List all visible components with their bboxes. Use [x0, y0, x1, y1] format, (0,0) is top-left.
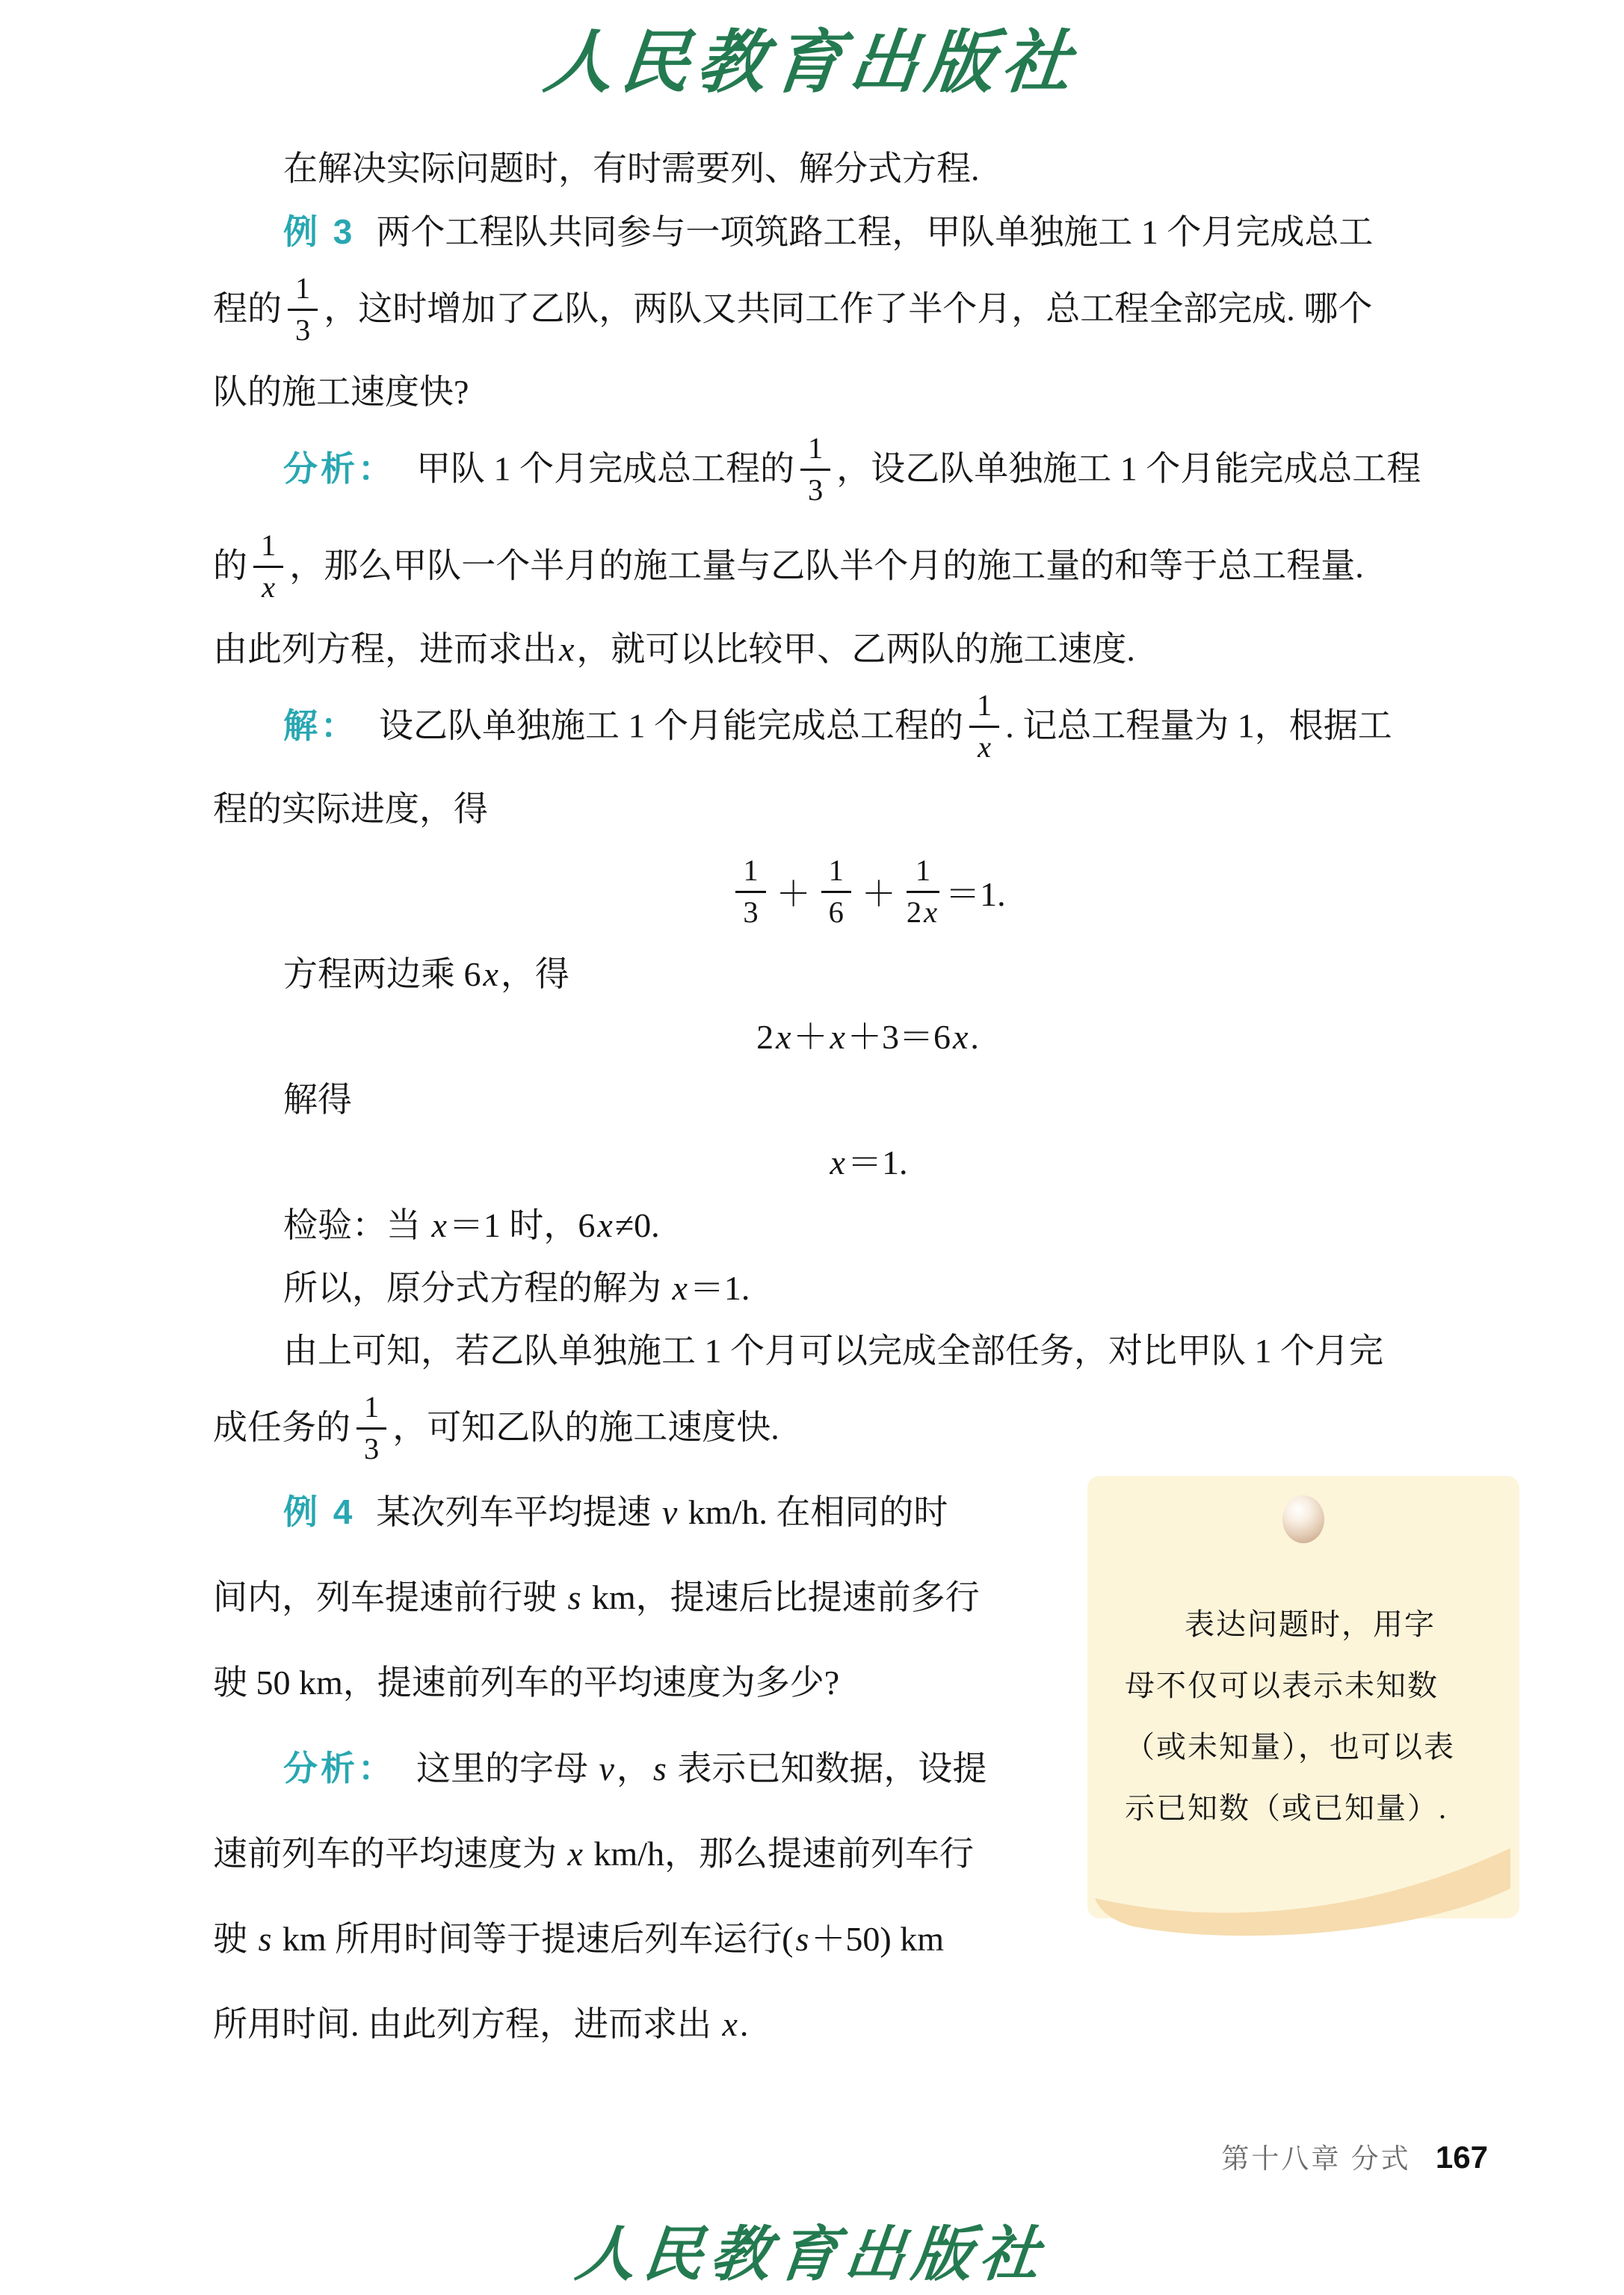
analysis3-text2a: 的 [213, 546, 247, 585]
example4-line1 [213, 1489, 1056, 1535]
equation-expanded-line [213, 1015, 1522, 1060]
fraction-numerator: 1 [800, 431, 830, 471]
conclusion-line1 [213, 1266, 1522, 1311]
solution3-text1b: . 记总工程量为 1，根据工 [1005, 706, 1392, 745]
fraction-one-third [356, 1390, 386, 1466]
fraction-denominator: 2x [906, 895, 938, 929]
fraction-one-over-2x [907, 853, 939, 930]
analysis4-text2: 速前列车的平均速度为 x km/h，那么提速前列车行 [213, 1834, 974, 1873]
example3-text1: 两个工程队共同参与一项筑路工程，甲队单独施工 1 个月完成总工 [376, 213, 1374, 251]
intro-paragraph [213, 146, 1522, 191]
fraction-numerator: 1 [907, 853, 939, 893]
analysis4-line4 [213, 2002, 1056, 2047]
publisher-logo-bottom: 人民教育出版社 [572, 2223, 1051, 2288]
example4-text2: 间内，列车提速前行驶 s km，提速后比提速前多行 [213, 1578, 980, 1616]
verification-line [213, 1203, 1522, 1248]
analysis4-text4: 所用时间. 由此列方程，进而求出 x. [213, 2004, 749, 2043]
note-fold-corner [1087, 1827, 1519, 1939]
fraction-one-third [288, 271, 318, 348]
fraction-denominator: 6 [828, 895, 844, 929]
analysis4-text3: 驶 s km 所用时间等于提速后列车运行(s＋50) km [213, 1919, 945, 1958]
analysis3-line2 [213, 530, 1522, 609]
fraction-numerator: 1 [288, 271, 318, 311]
fraction-one-over-x [969, 688, 999, 765]
fraction-denominator: 3 [808, 472, 824, 507]
equation-result-line [213, 1140, 1522, 1185]
fraction-one-sixth [821, 853, 851, 930]
analysis3-text1a: 甲队 1 个月完成总工程的 [416, 449, 794, 488]
example4-line3 [213, 1661, 1056, 1705]
page-content [213, 146, 1522, 2087]
solution3-text3: 方程两边乘 6x，得 [283, 955, 569, 994]
conclusion-text2: 由上可知，若乙队单独施工 1 个月可以完成全部任务，对比甲队 1 个月完 [283, 1332, 1383, 1371]
publisher-logo-top: 人民教育出版社 [540, 25, 1083, 101]
verification-text: 检验：当 x＝1 时，6x≠0. [283, 1206, 660, 1245]
example4-label: 例 4 [283, 1492, 356, 1531]
example3-text3: 队的施工速度快? [213, 373, 469, 412]
intro-text: 在解决实际问题时，有时需要列、解分式方程. [283, 149, 980, 188]
analysis3-text1b: ，设乙队单独施工 1 个月能完成总工程 [836, 449, 1421, 488]
plus-operator: ＋ [776, 875, 811, 914]
solution3-text4: 解得 [283, 1081, 352, 1119]
solution3-line1 [213, 690, 1522, 769]
fraction-numerator: 1 [969, 688, 999, 728]
conclusion-text1: 所以，原分式方程的解为 x＝1. [283, 1269, 750, 1308]
margin-note-text [1087, 1476, 1519, 1839]
footer-page-number: 167 [1435, 2140, 1488, 2175]
conclusion-line2 [213, 1329, 1522, 1374]
example3-line3 [213, 370, 1522, 415]
example4-text1: 某次列车平均提速 v km/h. 在相同的时 [376, 1492, 948, 1531]
analysis4-line1 [213, 1746, 1056, 1791]
margin-note [1087, 1476, 1519, 1918]
fraction-denominator: 3 [295, 312, 311, 347]
example4-note-column [1087, 1489, 1521, 2087]
fraction-numerator: 1 [253, 528, 283, 568]
example3-line2 [213, 273, 1522, 352]
example3-text2a: 程的 [213, 289, 282, 328]
analysis3-text2b: ，那么甲队一个半月的施工量与乙队半个月的施工量的和等于总工程量. [289, 546, 1364, 585]
fraction-numerator: 1 [356, 1390, 386, 1430]
equation-sum-line [213, 850, 1522, 934]
plus-operator: ＋ [861, 875, 896, 914]
analysis4-label: 分析： [283, 1748, 395, 1788]
fraction-numerator: 1 [735, 853, 765, 893]
analysis3-line1 [213, 433, 1522, 512]
page-footer [1221, 2136, 1488, 2176]
fraction-denominator: x [262, 569, 276, 604]
footer-chapter: 第十八章 [1221, 2143, 1342, 2174]
analysis4-line2 [213, 1832, 1056, 1877]
example4-line2 [213, 1575, 1056, 1620]
fraction-numerator: 1 [821, 853, 851, 893]
conclusion-text3a: 成任务的 [213, 1409, 351, 1448]
note-line: （或未知量），也可以表 [1125, 1729, 1455, 1764]
solution3-line3 [213, 952, 1522, 997]
fraction-one-third [735, 853, 765, 930]
note-line: 母不仅可以表示未知数 [1125, 1668, 1439, 1702]
fraction-denominator: x [978, 729, 992, 764]
fraction-one-over-x [253, 528, 283, 605]
conclusion-text3b: ，可知乙队的施工速度快. [392, 1409, 779, 1448]
example4-text-column [213, 1489, 1056, 2087]
equation-sum [729, 855, 1005, 934]
note-line: 示已知数（或已知量）. [1125, 1791, 1448, 1825]
solution3-text1a: 设乙队单独施工 1 个月能完成总工程的 [379, 706, 963, 745]
solution3-line2 [213, 787, 1522, 832]
analysis4-line3 [213, 1917, 1056, 1962]
solution3-line4 [213, 1078, 1522, 1122]
analysis4-text1: 这里的字母 v，s 表示已知数据，设提 [416, 1749, 987, 1788]
fraction-one-third [800, 431, 830, 507]
equation-expanded: 2x＋x＋3＝6x. [756, 1018, 979, 1057]
example3-label: 例 3 [283, 212, 356, 251]
example4-text3: 驶 50 km，提速前列车的平均速度为多少? [213, 1663, 840, 1702]
note-line: 表达问题时，用字 [1185, 1607, 1436, 1641]
example3-text2b: ，这时增加了乙队，两队又共同工作了半个月，总工程全部完成. 哪个 [324, 289, 1373, 328]
fraction-denominator: 3 [743, 895, 759, 929]
solution3-text2: 程的实际进度，得 [213, 790, 488, 829]
analysis3-text3: 由此列方程，进而求出x，就可以比较甲、乙两队的施工速度. [213, 630, 1135, 669]
fraction-denominator: 3 [364, 1432, 380, 1466]
equation-rhs: ＝1. [945, 875, 1006, 914]
example4-section [213, 1489, 1522, 2087]
equation-result: x＝1. [830, 1143, 908, 1182]
conclusion-line3 [213, 1391, 1522, 1471]
analysis3-label: 分析： [283, 448, 395, 488]
analysis3-line3 [213, 627, 1522, 672]
example3-line1 [213, 209, 1522, 255]
solution3-label: 解： [283, 705, 358, 745]
footer-section: 分式 [1350, 2143, 1411, 2174]
